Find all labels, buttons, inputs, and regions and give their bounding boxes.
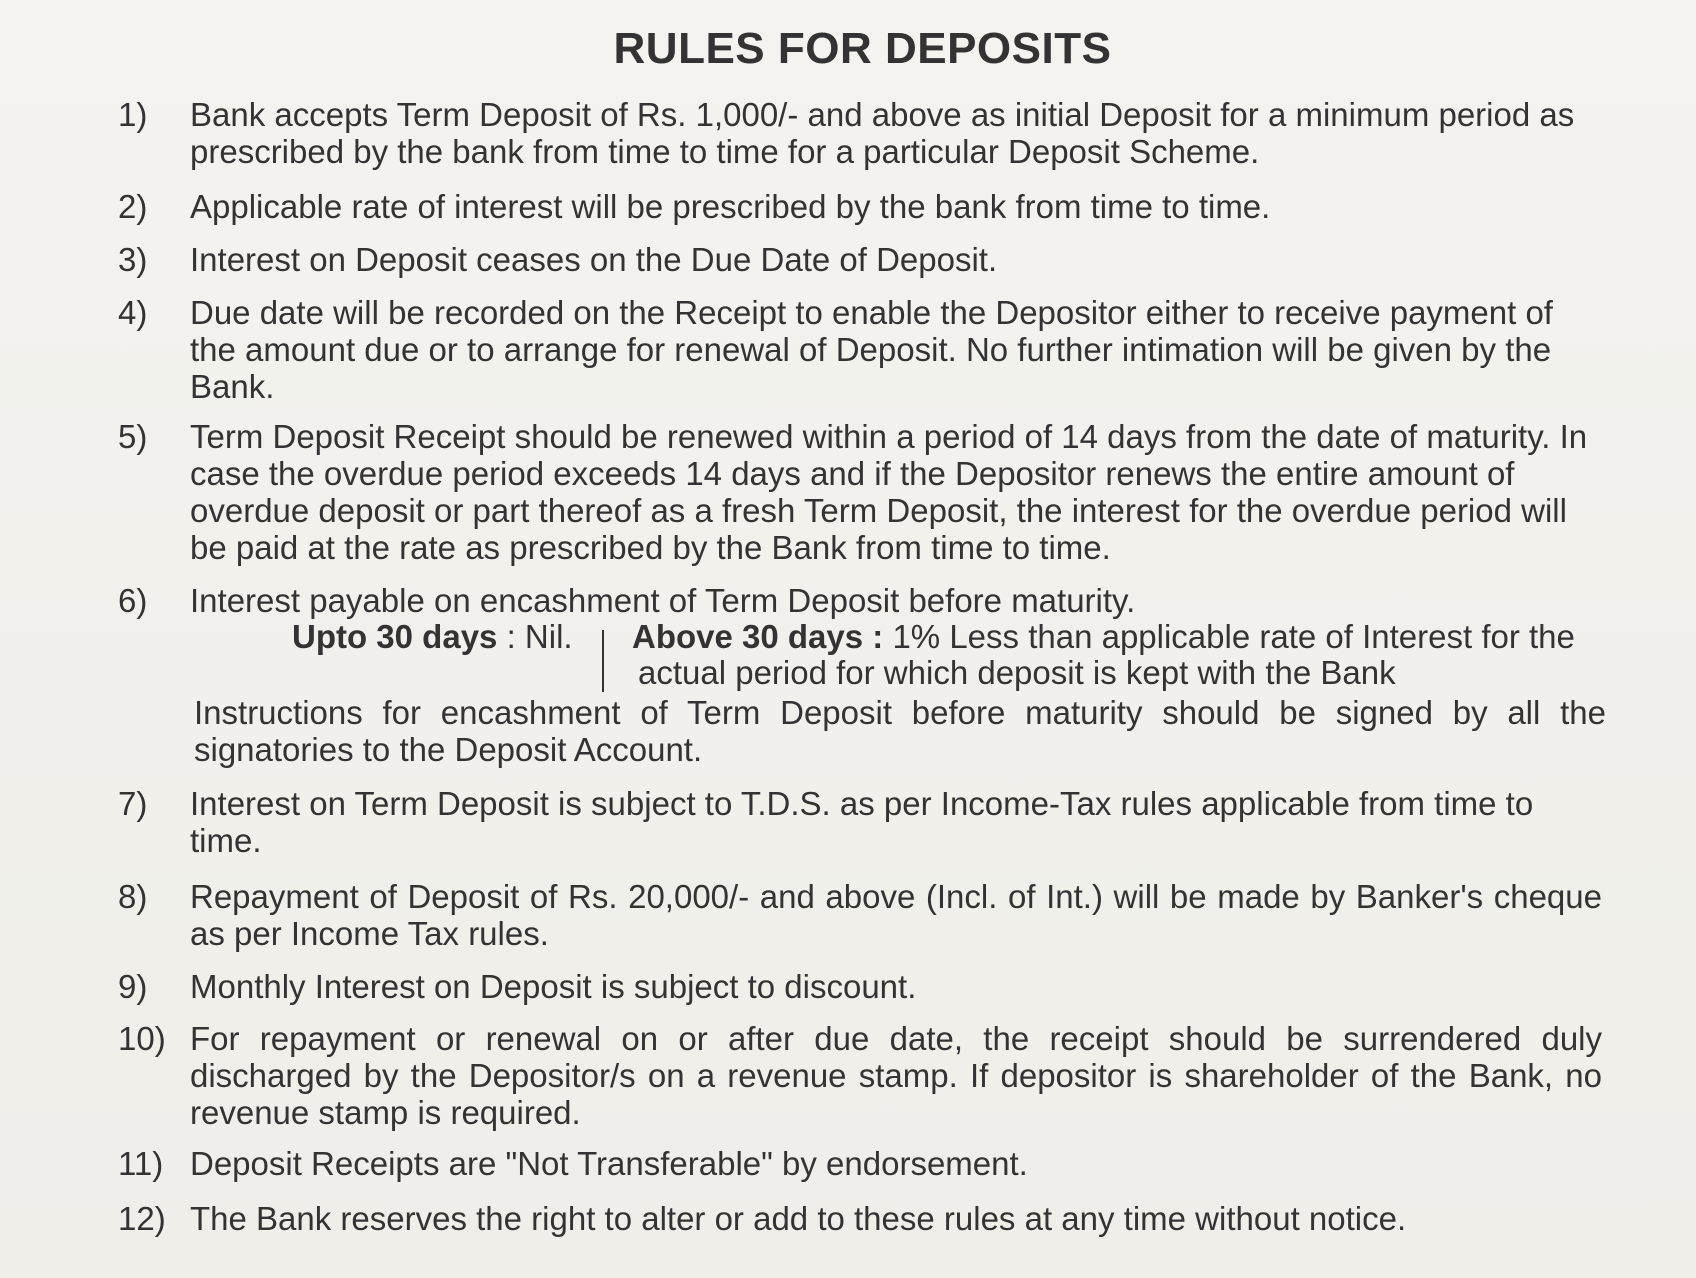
page-title: RULES FOR DEPOSITS [613, 24, 1112, 73]
above-value-cont: actual period for which deposit is kept with the Bank [638, 654, 1396, 691]
above-label: Above 30 days : [632, 618, 884, 655]
rule-text: Term Deposit Receipt should be renewed within a period of 14 days from the date of maturity. In case the overdue period exceeds 14 days and if the Depositor renews the entire amount of overdue deposit or part thereof as a fresh Term Deposit, the interest for the overdue period will be paid at the rate as prescribed by the Bank from time to time. [190, 418, 1588, 566]
rule-number: 1) [118, 96, 148, 133]
rule-text: Due date will be recorded on the Receipt to enable the Depositor either to receive payment of the amount due or to arrange for renewal of Deposit. No further intimation will be given by the Bank. [190, 294, 1553, 405]
rule-number: 11) [118, 1145, 164, 1182]
rule-text: Interest payable on encashment of Term Deposit before maturity. [190, 582, 1136, 619]
rule-text: Deposit Receipts are "Not Transferable" by endorsement. [190, 1145, 1028, 1182]
rule-number: 2) [118, 188, 148, 225]
rule-number: 8) [118, 878, 148, 915]
above-value: 1% Less than applicable rate of Interest for the [892, 618, 1575, 655]
rule-text: Repayment of Deposit of Rs. 20,000/- and above (Incl. of Int.) will be made by Banker's cheque as per Income Tax rules. [190, 878, 1602, 952]
encashment-instructions [194, 694, 1606, 768]
instructions-text: Instructions for encashment of Term Deposit before maturity should be signed by all the signatories to the Deposit Account. [194, 694, 1606, 768]
encashment-above-cont [638, 654, 1396, 691]
rule-text: For repayment or renewal on or after due date, the receipt should be surrendered duly discharged by the Depositor/s on a revenue stamp. If depositor is shareholder of the Bank, no revenue stamp is required. [190, 1020, 1602, 1131]
rule-text: Monthly Interest on Deposit is subject to discount. [190, 968, 917, 1005]
rule-number: 10) [118, 1020, 166, 1057]
encashment-above [632, 618, 1612, 655]
rule-number: 5) [118, 418, 148, 455]
rule-number: 12) [118, 1200, 166, 1237]
upto-label: Upto 30 days [292, 618, 498, 655]
rule-text: The Bank reserves the right to alter or add to these rules at any time without notice. [190, 1200, 1407, 1237]
rule-text: Interest on Term Deposit is subject to T.D.S. as per Income-Tax rules applicable from time to time. [190, 785, 1534, 859]
rule-text: Interest on Deposit ceases on the Due Date of Deposit. [190, 241, 998, 278]
rule-text: Applicable rate of interest will be prescribed by the bank from time to time. [190, 188, 1271, 225]
rule-number: 9) [118, 968, 148, 1005]
encashment-divider [602, 630, 604, 692]
upto-value: : Nil. [506, 618, 573, 655]
rule-text: Bank accepts Term Deposit of Rs. 1,000/- and above as initial Deposit for a minimum period as prescribed by the bank from time to time for a particular Deposit Scheme. [190, 96, 1575, 170]
rule-number: 6) [118, 582, 148, 619]
rule-number: 4) [118, 294, 148, 331]
rule-number: 3) [118, 241, 148, 278]
encashment-upto [292, 618, 573, 655]
rule-number: 7) [118, 785, 148, 822]
